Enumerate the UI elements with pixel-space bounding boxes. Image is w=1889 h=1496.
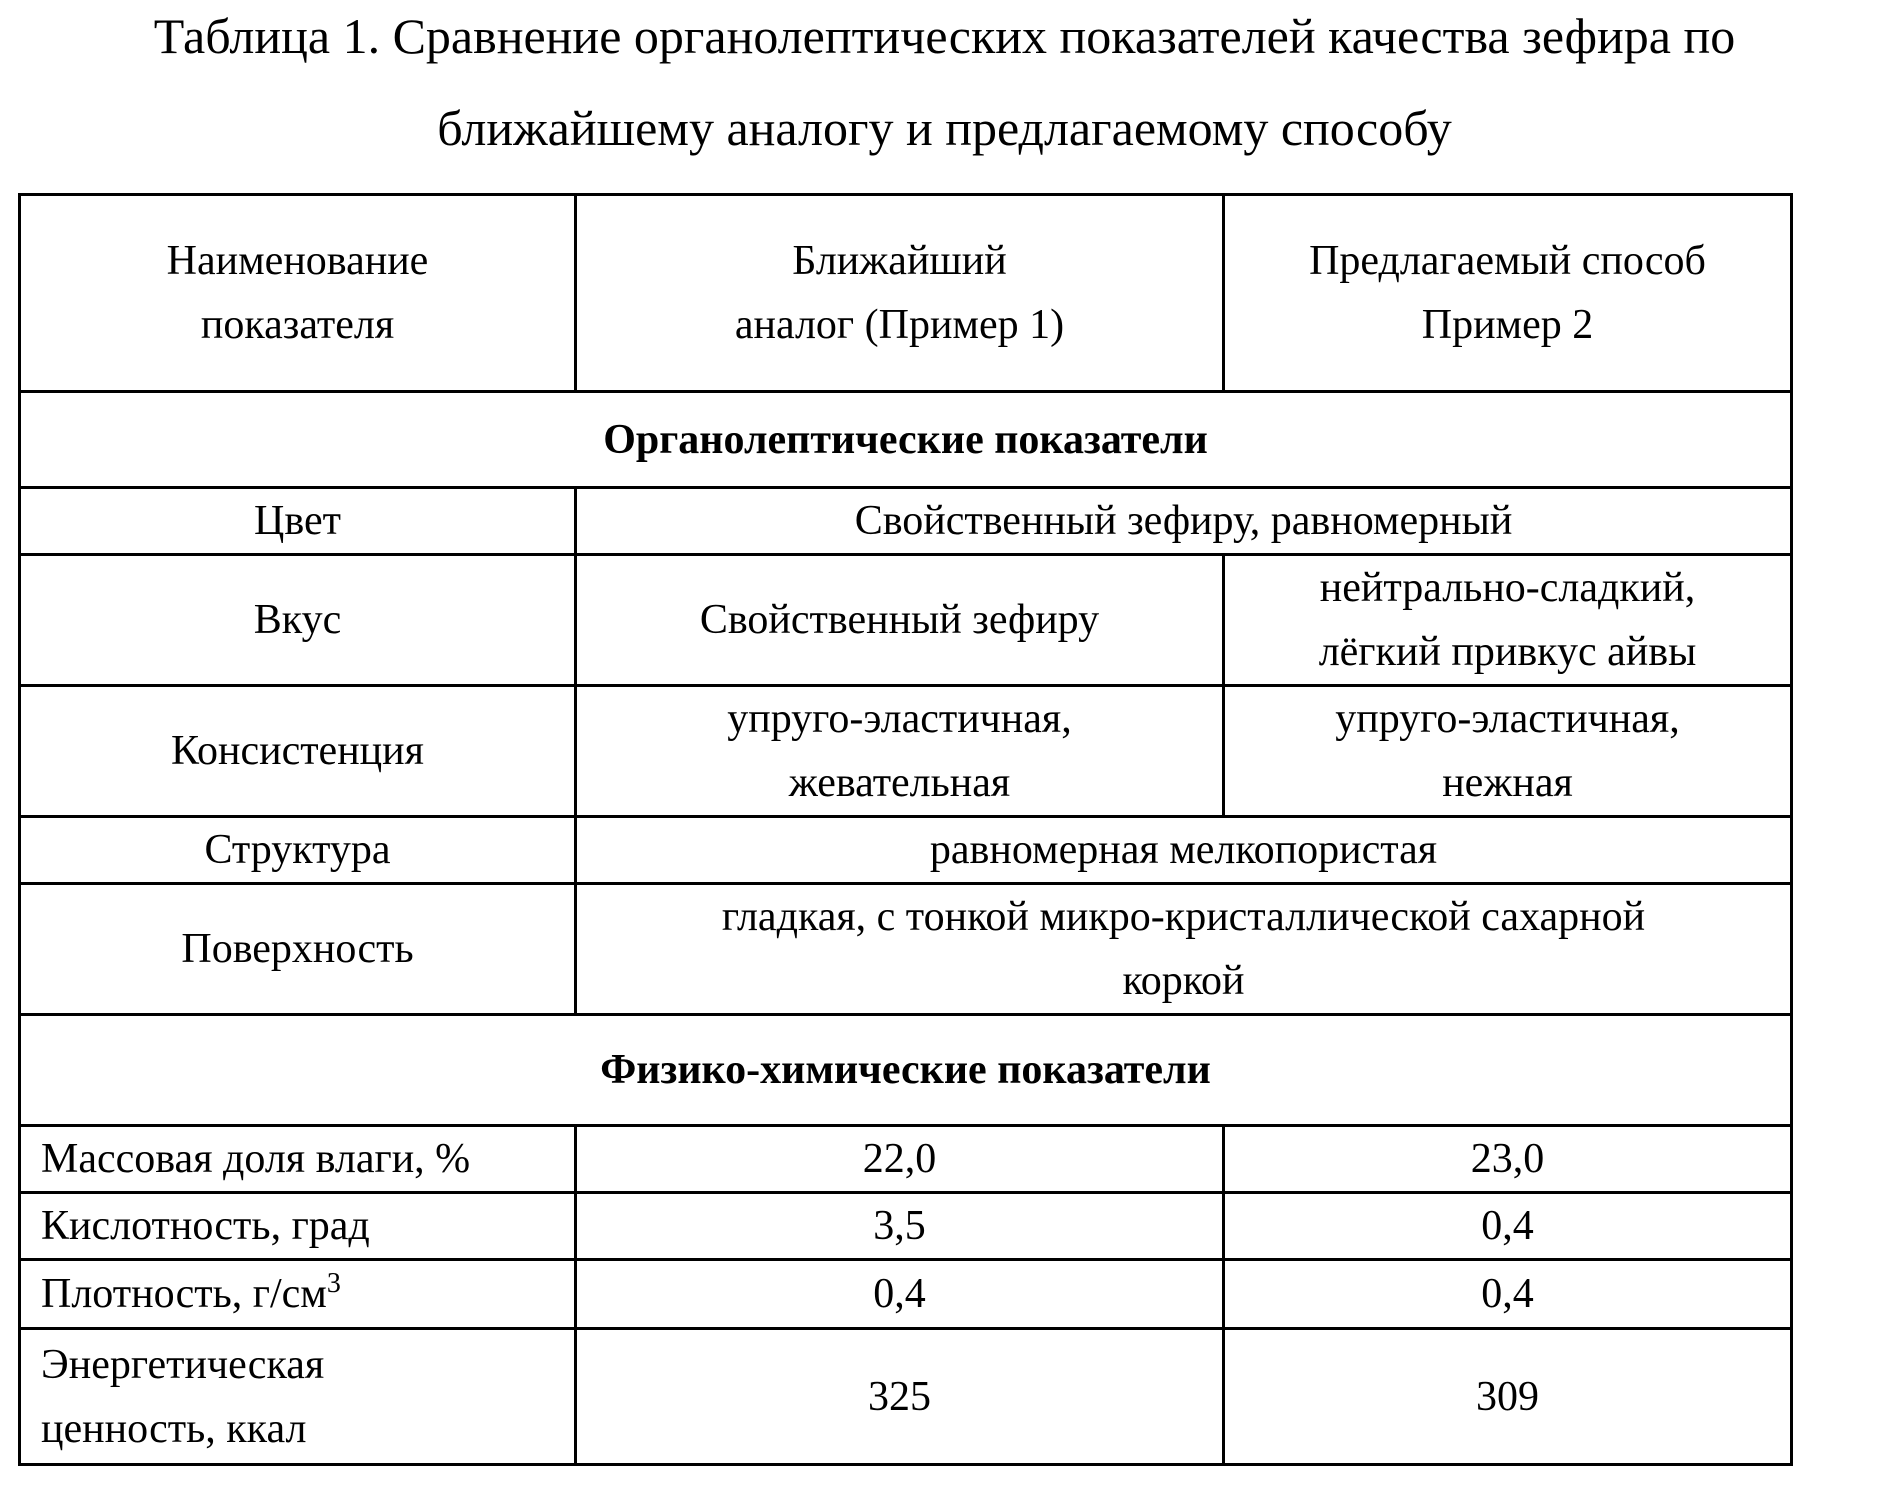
row-analog-taste: Свойственный зефиру xyxy=(576,555,1224,686)
row-name-acidity: Кислотность, град xyxy=(20,1193,576,1260)
table-row-color xyxy=(20,488,1792,555)
header-row xyxy=(20,195,1792,392)
table-caption-line-1: Таблица 1. Сравнение органолептических показателей качества зефира по xyxy=(153,8,1736,64)
table-row-surface xyxy=(20,884,1792,1015)
header-nearest-analog: Ближайший аналог (Пример 1) xyxy=(576,195,1224,392)
table-caption-line-2: ближайшему аналогу и предлагаемому способу xyxy=(437,100,1452,156)
comparison-table xyxy=(18,193,1793,1466)
row-name-energy: Энергетическая ценность, ккал xyxy=(20,1329,576,1465)
row-name-surface: Поверхность xyxy=(20,884,576,1015)
table-row-structure xyxy=(20,817,1792,884)
section-row-organoleptic xyxy=(20,392,1792,488)
row-analog-consistency: упруго-эластичная, жевательная xyxy=(576,686,1224,817)
row-proposed-density: 0,4 xyxy=(1224,1260,1792,1329)
row-analog-energy: 325 xyxy=(576,1329,1224,1465)
table-row-density xyxy=(20,1260,1792,1329)
row-proposed-consistency: упруго-эластичная, нежная xyxy=(1224,686,1792,817)
row-analog-moisture: 22,0 xyxy=(576,1126,1224,1193)
row-value-surface: гладкая, с тонкой микро-кристаллической сахарной коркой xyxy=(576,884,1792,1015)
row-proposed-energy: 309 xyxy=(1224,1329,1792,1465)
table-row-energy xyxy=(20,1329,1792,1465)
row-proposed-taste: нейтрально-сладкий, лёгкий привкус айвы xyxy=(1224,555,1792,686)
row-name-density: Плотность, $г/см^3$ xyxy=(20,1260,576,1329)
header-indicator-name: Наименование показателя xyxy=(20,195,576,392)
row-name-moisture: Массовая доля влаги, % xyxy=(20,1126,576,1193)
section-title-physchem: Физико-химические показатели xyxy=(20,1015,1792,1126)
table-row-moisture xyxy=(20,1126,1792,1193)
row-name-structure: Структура xyxy=(20,817,576,884)
table-row-acidity xyxy=(20,1193,1792,1260)
section-title-organoleptic: Органолептические показатели xyxy=(20,392,1792,488)
row-name-taste: Вкус xyxy=(20,555,576,686)
row-analog-density: 0,4 xyxy=(576,1260,1224,1329)
row-name-color: Цвет xyxy=(20,488,576,555)
section-row-physchem xyxy=(20,1015,1792,1126)
row-proposed-moisture: 23,0 xyxy=(1224,1126,1792,1193)
table-row-consistency xyxy=(20,686,1792,817)
row-value-color: Свойственный зефиру, равномерный xyxy=(576,488,1792,555)
table-row-taste xyxy=(20,555,1792,686)
row-analog-acidity: 3,5 xyxy=(576,1193,1224,1260)
header-proposed-method: Предлагаемый способ Пример 2 xyxy=(1224,195,1792,392)
row-proposed-acidity: 0,4 xyxy=(1224,1193,1792,1260)
row-name-consistency: Консистенция xyxy=(20,686,576,817)
density-unit-superscript: 3 xyxy=(326,1268,341,1299)
row-value-structure: равномерная мелкопористая xyxy=(576,817,1792,884)
